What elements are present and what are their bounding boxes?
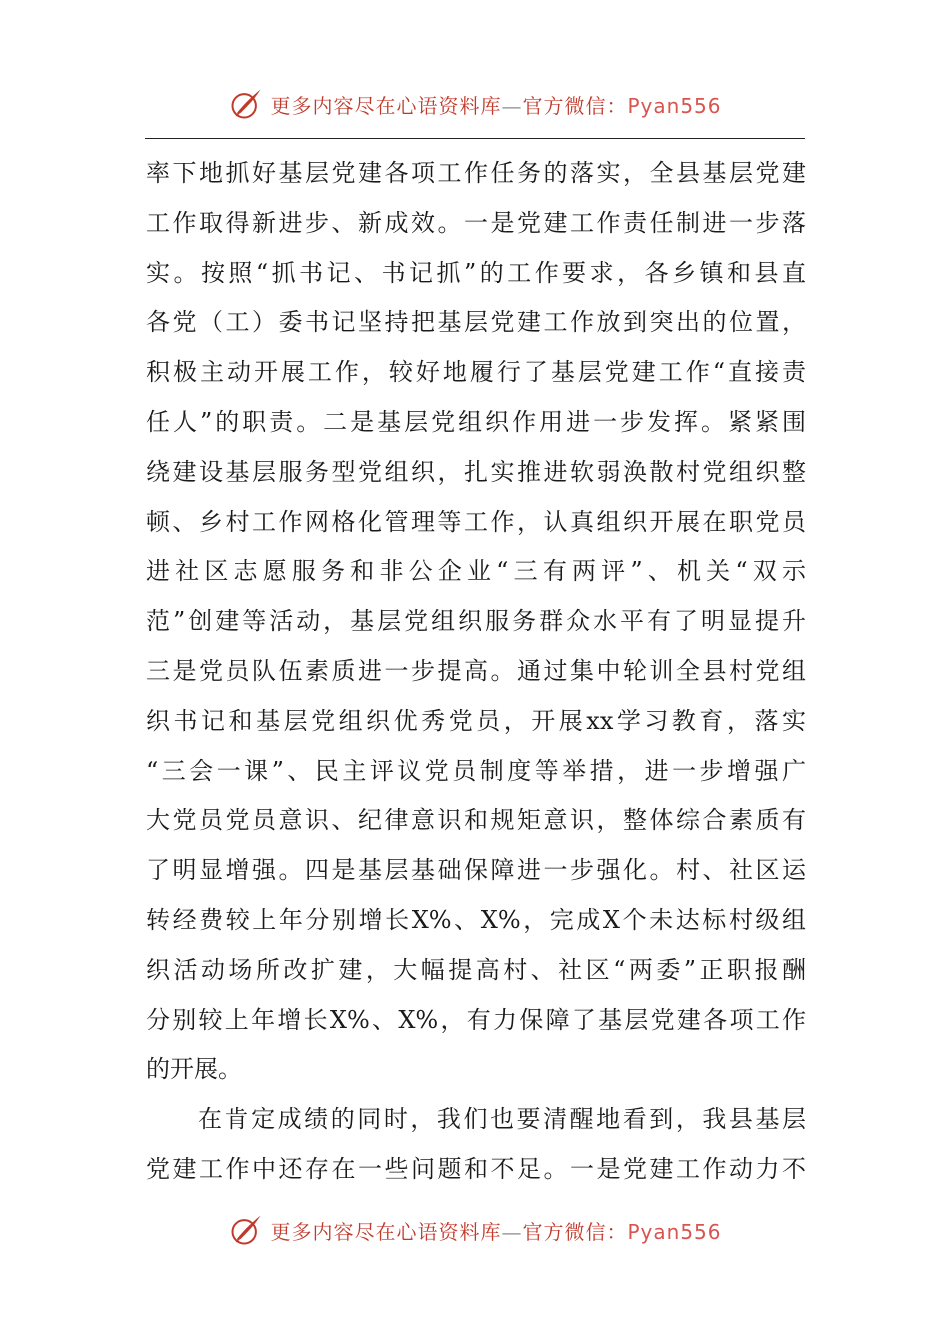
footer-banner [0,1210,950,1250]
text-line: 转经费较上年分别增长X%、X%，完成X个未达标村级组 [146,905,806,934]
header-banner [0,84,950,124]
banner-separator: — [501,93,523,118]
document-body [146,149,806,1195]
text-line: 工作取得新进步、新成效。一是党建工作责任制进一步落 [146,208,806,237]
quill-pen-icon [228,86,264,122]
banner-title [270,90,721,119]
text-line: 绕建设基层服务型党组织，扎实推进软弱涣散村党组织整 [146,457,806,486]
text-line: 分别较上年增长X%、X%，有力保障了基层党建各项工作 [146,1005,806,1034]
banner-title [270,1216,721,1245]
banner-separator: — [501,1219,523,1244]
text-line: 织活动场所改扩建，大幅提高村、社区“两委”正职报酬 [146,955,806,984]
text-line: 三是党员队伍素质进一步提高。通过集中轮训全县村党组 [146,656,806,685]
header-divider [145,138,805,139]
text-line: 率下地抓好基层党建各项工作任务的落实，全县基层党建 [146,159,806,187]
text-line: “三会一课”、民主评议党员制度等举措，进一步增强广 [146,756,806,785]
text-line: 了明显增强。四是基层基础保障进一步强化。村、社区运 [146,856,806,885]
text-line: 织书记和基层党组织优秀党员，开展xx学习教育，落实 [146,706,806,735]
banner-handle: Pyan556 [627,1219,722,1244]
banner-official-label: 官方微信： [522,1219,628,1244]
banner-handle: Pyan556 [627,93,722,118]
text-line: 党建工作中还存在一些问题和不足。一是党建工作动力不 [146,1154,806,1183]
text-line: 实。按照“抓书记、书记抓”的工作要求，各乡镇和县直 [146,258,806,287]
text-line: 顿、乡村工作网格化管理等工作，认真组织开展在职党员 [146,507,806,536]
quill-pen-icon [228,1212,264,1248]
text-line: 范”创建等活动，基层党组织服务群众水平有了明显提升 [146,607,806,636]
text-line: 进社区志愿服务和非公企业“三有两评”、机关“双示 [146,557,806,586]
text-line: 在肯定成绩的同时，我们也要清醒地看到，我县基层 [198,1105,806,1134]
text-line: 大党员党员意识、纪律意识和规矩意识，整体综合素质有 [146,806,806,835]
banner-official-label: 官方微信： [522,93,628,118]
banner-main-text: 更多内容尽在心语资料库 [270,93,502,118]
banner-main-text: 更多内容尽在心语资料库 [270,1219,502,1244]
text-line: 各党（工）委书记坚持把基层党建工作放到突出的位置， [146,308,806,337]
text-line: 的开展。 [146,1055,242,1084]
text-line: 任人”的职责。二是基层党组织作用进一步发挥。紧紧围 [146,407,806,436]
paragraph-1 [146,149,806,1095]
text-line: 积极主动开展工作，较好地履行了基层党建工作“直接责 [146,358,806,387]
paragraph-2 [146,1095,806,1195]
